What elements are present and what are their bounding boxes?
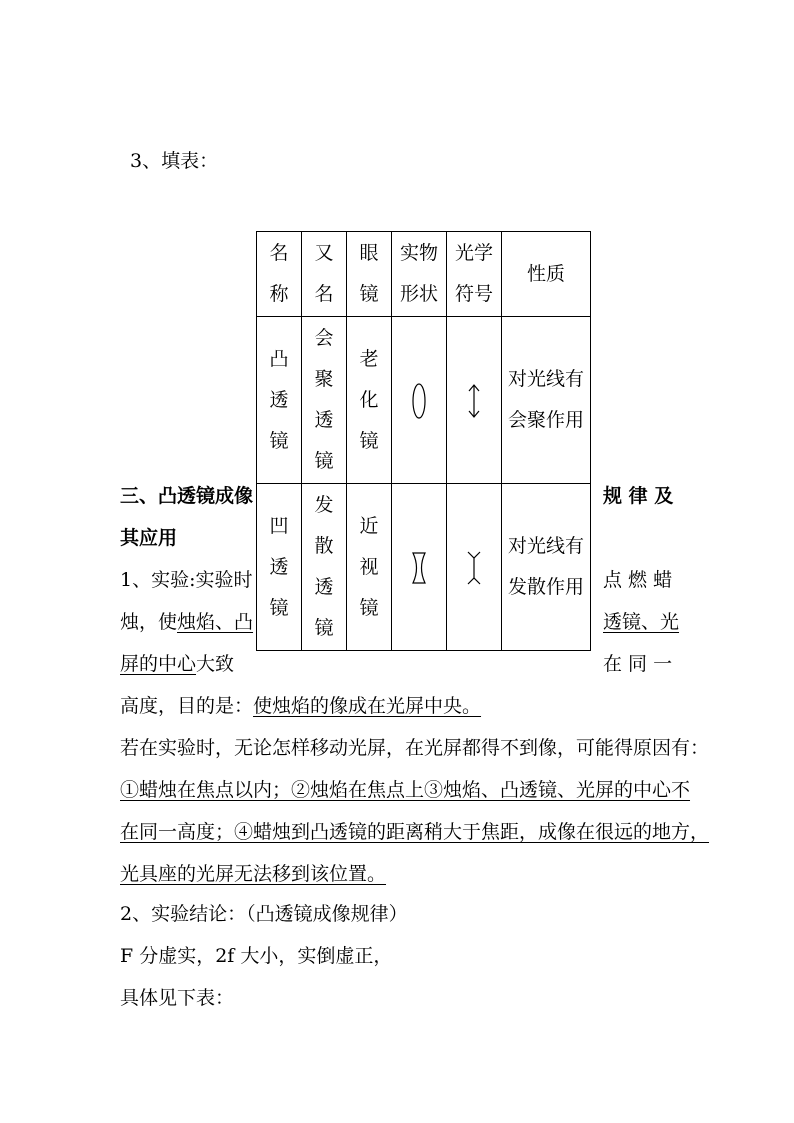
section3-heading: 3、填表： xyxy=(130,150,219,172)
row-alias: 会聚透镜 xyxy=(302,317,347,484)
concave-lens-symbol-icon xyxy=(464,548,484,588)
experiment-line1-left: 1、实验:实验时 xyxy=(120,569,253,591)
table-header-row xyxy=(257,232,591,317)
row-property: 对光线有会聚作用 xyxy=(502,317,591,484)
experiment-line1-right: 点 燃 蜡 xyxy=(603,569,673,591)
section-three-title-right: 规 律 及 xyxy=(603,485,674,507)
reason-line2: 在同一高度；④蜡烛到凸透镜的距离稍大于焦距，成像在很远的地方， xyxy=(120,821,710,843)
conclusion-see-table: 具体见下表： xyxy=(120,987,235,1009)
experiment-line5: 若在实验时，无论怎样移动光屏，在光屏都得不到像，可能得原因有： xyxy=(120,737,710,759)
experiment-line3-right: 在 同 一 xyxy=(603,653,673,675)
concave-lens-shape-icon xyxy=(409,548,429,588)
reason-line1: ①蜡烛在焦点以内；②烛焰在焦点上③烛焰、凸透镜、光屏的中心不 xyxy=(120,779,691,801)
experiment-line3-left: 屏的中心大致 xyxy=(120,653,235,675)
experiment-line4: 高度，目的是：使烛焰的像成在光屏中央。 xyxy=(120,695,482,717)
convex-lens-shape-icon xyxy=(409,381,429,421)
experiment-line2-right: 透镜、光 xyxy=(603,611,680,633)
experiment-line2-left: 烛，使烛焰、凸 xyxy=(120,611,254,633)
row-glasses: 近视镜 xyxy=(347,484,392,651)
table-row xyxy=(257,484,591,651)
section-three-title-line2: 其应用 xyxy=(120,527,178,549)
header-name: 名称 xyxy=(257,232,302,317)
conclusion-rule: F 分虚实，2f 大小，实倒虚正， xyxy=(120,945,393,967)
row-property: 对光线有发散作用 xyxy=(502,484,591,651)
row-alias: 发散透镜 xyxy=(302,484,347,651)
header-shape: 实物形状 xyxy=(392,232,447,317)
section-three-title-left: 三、凸透镜成像 xyxy=(120,485,254,507)
row-glasses: 老化镜 xyxy=(347,317,392,484)
lens-table xyxy=(256,231,591,651)
header-symbol: 光学符号 xyxy=(447,232,502,317)
header-property: 性质 xyxy=(502,232,591,317)
table-row xyxy=(257,317,591,484)
convex-lens-symbol-icon xyxy=(464,381,484,421)
row-name: 凹透镜 xyxy=(257,484,302,651)
header-alias: 又名 xyxy=(302,232,347,317)
row-name: 凸透镜 xyxy=(257,317,302,484)
reason-line3: 光具座的光屏无法移到该位置。 xyxy=(120,863,387,885)
header-glasses: 眼镜 xyxy=(347,232,392,317)
conclusion-heading: 2、实验结论：（凸透镜成像规律） xyxy=(120,903,408,925)
